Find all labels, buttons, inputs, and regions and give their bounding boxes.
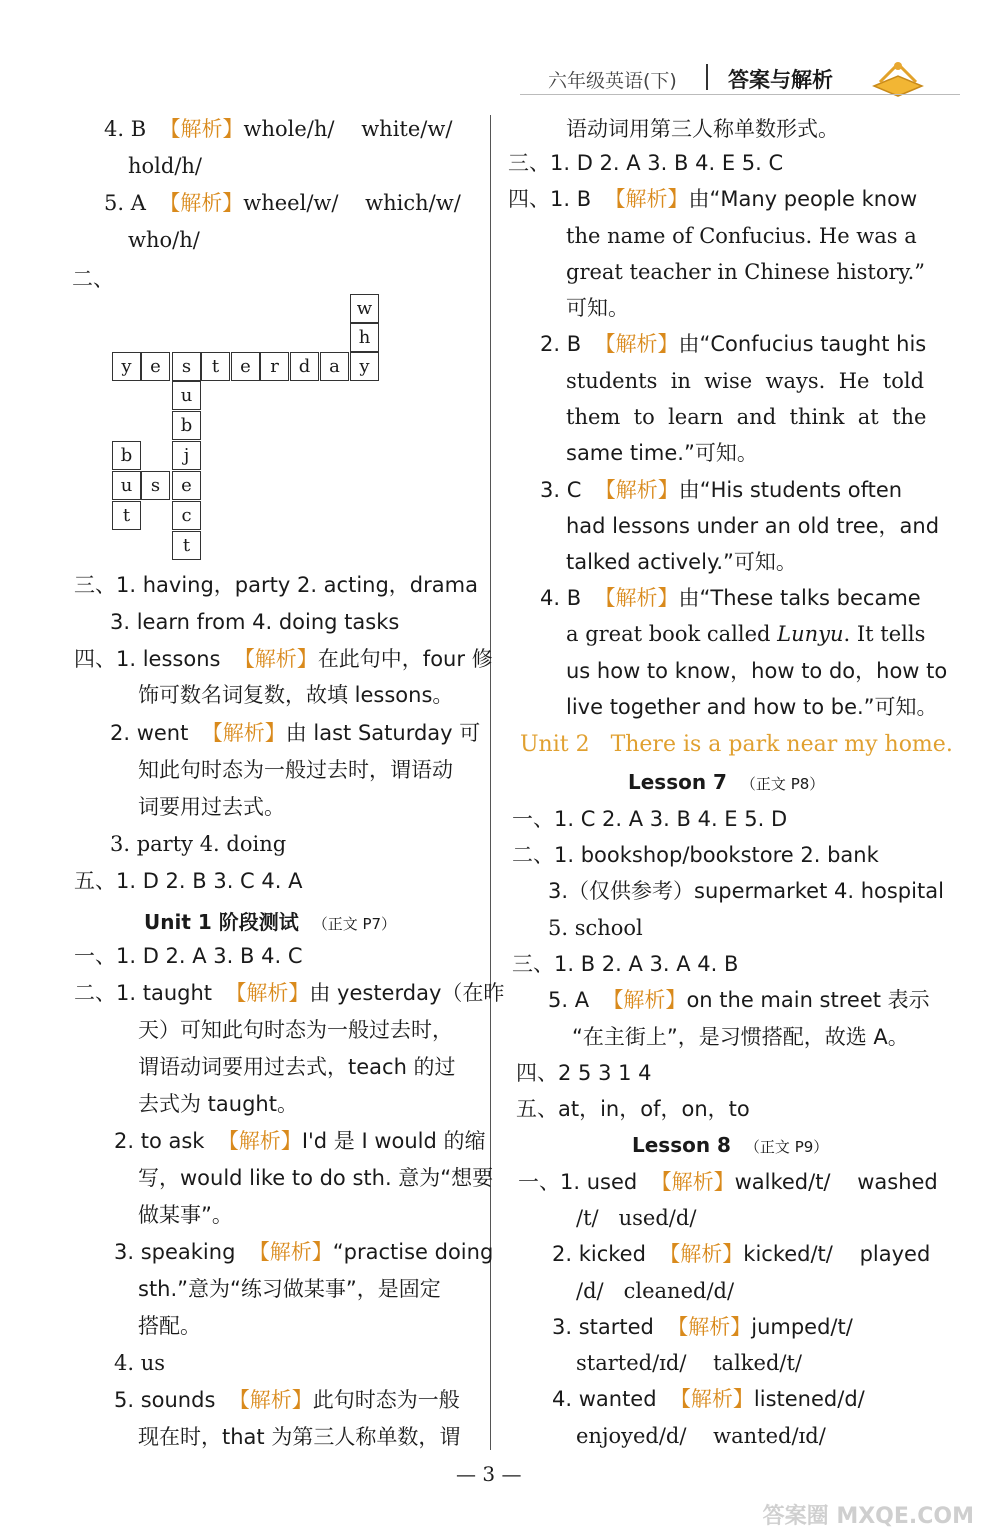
analysis-tag: 【解析】 <box>659 1242 744 1266</box>
analysis-text: 饰可数名词复数，故填 lessons。 <box>138 683 454 707</box>
test-2-4: 4. us <box>114 1351 166 1375</box>
answer-number: 2. kicked <box>552 1242 646 1266</box>
right-section-3: 三、1. D 2. A 3. B 4. E 5. C <box>508 151 784 175</box>
word: washed <box>857 1170 938 1194</box>
analysis-text: the name of Confucius. He was a <box>566 224 917 248</box>
answer-1-4 <box>104 116 452 142</box>
analysis-text: us how to know，how to do，how to <box>566 659 948 683</box>
analysis-text: great teacher in Chinese history.” <box>566 260 926 284</box>
analysis-text: students in wise ways. He told <box>566 369 925 393</box>
analysis-text: talked actively.”可知。 <box>566 550 797 574</box>
word: walked/t/ <box>734 1170 831 1194</box>
right-4-2 <box>540 331 926 357</box>
crossword-cell: w <box>350 294 379 323</box>
lesson7-section-2c: 5. school <box>548 916 643 940</box>
analysis-text: on the main street 表示 <box>686 988 930 1012</box>
text-part: . It tells <box>843 622 926 646</box>
lesson7-section-2b: 3.（仅供参考）supermarket 4. hospital <box>548 879 944 903</box>
unit-name: There is a park near my home. <box>610 732 953 757</box>
word: who/h/ <box>128 228 200 252</box>
analysis-text: 由“His students often <box>678 478 903 502</box>
analysis-text: sth.”意为“练习做某事”，是固定 <box>138 1277 441 1301</box>
right-4-1 <box>508 186 917 212</box>
analysis-tag: 【解析】 <box>225 981 310 1005</box>
continued-text: 语动词用第三人称单数形式。 <box>566 117 839 141</box>
lesson8-3 <box>552 1314 853 1340</box>
word: enjoyed/d/ <box>576 1424 687 1448</box>
analysis-text: 知此句时态为一般过去时，谓语动 <box>138 758 453 782</box>
analysis-text: 可知。 <box>566 296 629 320</box>
page-ref: （正文 P8） <box>740 775 825 793</box>
word: hold/h/ <box>128 154 203 178</box>
analysis-tag: 【解析】 <box>159 191 244 215</box>
analysis-text: 搭配。 <box>138 1314 201 1338</box>
crossword-cell: e <box>141 352 170 381</box>
lesson8-2 <box>552 1241 930 1267</box>
analysis-text: 由“Many people know <box>688 187 918 211</box>
answer-4-2 <box>110 720 480 746</box>
answer-number: 四、1. B <box>508 187 592 211</box>
analysis-tag: 【解析】 <box>248 1240 333 1264</box>
crossword-cell: a <box>320 352 349 381</box>
answer-number: 一、1. used <box>518 1170 638 1194</box>
book-name: Lunyu <box>777 622 844 646</box>
crossword-cell: u <box>172 381 201 410</box>
crossword-cell: j <box>172 441 201 470</box>
crossword-cell: b <box>112 441 141 470</box>
crossword-cell: y <box>112 352 141 381</box>
word: kicked/t/ <box>743 1242 833 1266</box>
test-2-3 <box>114 1239 493 1265</box>
answer-4-3: 3. party 4. doing <box>110 832 287 856</box>
lesson8-3-cont <box>576 1350 802 1376</box>
unit-number: Unit 2 <box>520 732 590 757</box>
lesson8-4-cont <box>576 1423 826 1449</box>
analysis-text: 做某事”。 <box>138 1203 233 1227</box>
answer-number: 2. went <box>110 721 189 745</box>
answer-number: 3. speaking <box>114 1240 236 1264</box>
header-title: 答案与解析 <box>728 68 833 92</box>
crossword-cell: d <box>290 352 319 381</box>
analysis-tag: 【解析】 <box>159 117 244 141</box>
lesson8-1 <box>518 1169 938 1195</box>
analysis-text: 由“These talks became <box>678 586 921 610</box>
section-3-line-2: 3. learn from 4. doing tasks <box>110 610 400 634</box>
lesson8-title <box>632 1133 828 1157</box>
analysis-tag: 【解析】 <box>650 1170 735 1194</box>
analysis-text: 天）可知此句时态为一般过去时， <box>138 1018 453 1042</box>
lesson7-section-1: 一、1. C 2. A 3. B 4. E 5. D <box>512 807 788 831</box>
page-ref: （正文 P9） <box>744 1138 829 1156</box>
analysis-tag: 【解析】 <box>669 1387 754 1411</box>
crossword-cell: c <box>172 501 201 530</box>
analysis-tag: 【解析】 <box>602 988 687 1012</box>
crossword-cell: s <box>141 471 170 500</box>
analysis-text: I'd 是 I would 的缩 <box>301 1129 486 1153</box>
unit1-test-title <box>144 906 396 935</box>
word: /t/ <box>576 1206 599 1230</box>
answer-number: 二、1. taught <box>74 981 212 1005</box>
analysis-text: 谓语动词要用过去式，teach 的过 <box>138 1055 456 1079</box>
crossword-cell: r <box>260 352 289 381</box>
crossword-cell: t <box>172 531 201 560</box>
analysis-tag: 【解析】 <box>604 187 689 211</box>
section-5: 五、1. D 2. B 3. C 4. A <box>74 869 303 893</box>
analysis-text: 由 yesterday（在昨 <box>309 981 505 1005</box>
analysis-text: 写，would like to do sth. 意为“想要 <box>138 1166 494 1190</box>
word: played <box>859 1242 931 1266</box>
book-title: 六年级英语(下) <box>548 70 677 92</box>
answer-number: 5. sounds <box>114 1388 216 1412</box>
crossword-cell: b <box>172 411 201 440</box>
heading: Unit 1 阶段测试 <box>144 910 299 934</box>
answer-1-5-cont <box>128 227 200 253</box>
answer-number: 5. A <box>104 191 146 215</box>
analysis-tag: 【解析】 <box>228 1388 313 1412</box>
crossword-cell: u <box>112 471 141 500</box>
word: cleaned/d/ <box>623 1279 735 1303</box>
lesson7-title <box>628 770 824 794</box>
crossword-cell: e <box>231 352 260 381</box>
test-2-2 <box>114 1128 486 1154</box>
page-ref: （正文 P7） <box>312 915 397 933</box>
section-3-line-1: 三、1. having，party 2. acting，drama <box>74 573 478 597</box>
word: jumped/t/ <box>751 1315 853 1339</box>
word: started/ɪd/ <box>576 1351 687 1375</box>
header-rule <box>520 94 960 95</box>
answer-number: 3. C <box>540 478 582 502</box>
crossword-cell: t <box>201 352 230 381</box>
answer-1-5 <box>104 190 461 216</box>
lesson7-section-3a: 三、1. B 2. A 3. A 4. B <box>512 952 739 976</box>
word: listened/d/ <box>753 1387 865 1411</box>
lesson8-1-cont <box>576 1205 696 1231</box>
word: talked/t/ <box>713 1351 802 1375</box>
analysis-tag: 【解析】 <box>594 586 679 610</box>
word: /d/ <box>576 1279 604 1303</box>
answer-number: 4. B <box>104 117 147 141</box>
answer-number: 4. B <box>540 586 582 610</box>
analysis-text: had lessons under an old tree，and <box>566 514 940 538</box>
lesson7-section-4: 四、2 5 3 1 4 <box>516 1061 652 1085</box>
watermark: 答案圈 MXQE.COM <box>762 1504 974 1529</box>
header-divider <box>706 64 708 90</box>
answer-number: 3. started <box>552 1315 654 1339</box>
heading: Lesson 8 <box>632 1133 731 1157</box>
analysis-tag: 【解析】 <box>201 721 286 745</box>
lesson8-4 <box>552 1386 865 1412</box>
answer-number: 四、1. lessons <box>74 647 221 671</box>
lesson7-section-5: 五、at，in，of，on，to <box>516 1097 750 1121</box>
test-2-5 <box>114 1387 460 1413</box>
crossword-cell: t <box>112 501 141 530</box>
analysis-tag: 【解析】 <box>594 478 679 502</box>
right-4-3 <box>540 477 902 503</box>
analysis-text: “practise doing <box>332 1240 494 1264</box>
test-2-1 <box>74 980 504 1006</box>
analysis-text: 由“Confucius taught his <box>678 332 927 356</box>
book-logo-icon <box>870 56 926 104</box>
analysis-text: “在主街上”，是习惯搭配，故选 A。 <box>572 1025 909 1049</box>
analysis-text: live together and how to be.”可知。 <box>566 695 938 719</box>
analysis-tag: 【解析】 <box>233 647 318 671</box>
answer-number: 2. to ask <box>114 1129 205 1153</box>
analysis-text: 现在时，that 为第三人称单数，谓 <box>138 1425 461 1449</box>
crossword-cell: y <box>350 352 379 381</box>
answer-number: 2. B <box>540 332 582 356</box>
analysis-text: 去式为 taught。 <box>138 1092 298 1116</box>
answer-1-4-cont <box>128 153 202 179</box>
analysis-text: same time.”可知。 <box>566 441 758 465</box>
answer-4-1 <box>74 646 493 672</box>
word: which/w/ <box>365 191 461 215</box>
answer-number: 4. wanted <box>552 1387 657 1411</box>
unit2-title <box>520 732 953 757</box>
analysis-tag: 【解析】 <box>217 1129 302 1153</box>
word: wheel/w/ <box>243 191 339 215</box>
analysis-tag: 【解析】 <box>594 332 679 356</box>
analysis-text: 由 last Saturday 可 <box>285 721 481 745</box>
word: used/d/ <box>618 1206 697 1230</box>
lesson7-section-3b <box>548 987 930 1013</box>
right-4-4 <box>540 585 921 611</box>
crossword-cell: h <box>350 323 379 352</box>
analysis-text: 在此句中，four 修 <box>317 647 493 671</box>
section-2-label: 二、 <box>72 267 114 291</box>
word: whole/h/ <box>243 117 335 141</box>
lesson8-2-cont <box>576 1278 734 1304</box>
analysis-text: them to learn and think at the <box>566 405 927 429</box>
page-number: — 3 — <box>456 1462 522 1486</box>
word: white/w/ <box>361 117 453 141</box>
analysis-tag: 【解析】 <box>667 1315 752 1339</box>
answer-number: 5. A <box>548 988 590 1012</box>
heading: Lesson 7 <box>628 770 727 794</box>
analysis-text: 词要用过去式。 <box>138 795 285 819</box>
crossword-cell: e <box>172 471 201 500</box>
text-part: a great book called <box>566 622 778 646</box>
test-section-1: 一、1. D 2. A 3. B 4. C <box>74 944 303 968</box>
word: wanted/ɪd/ <box>713 1424 826 1448</box>
crossword-cell: s <box>172 352 201 381</box>
analysis-text: 此句时态为一般 <box>312 1388 460 1412</box>
analysis-text <box>566 621 925 647</box>
lesson7-section-2a: 二、1. bookshop/bookstore 2. bank <box>512 843 879 867</box>
